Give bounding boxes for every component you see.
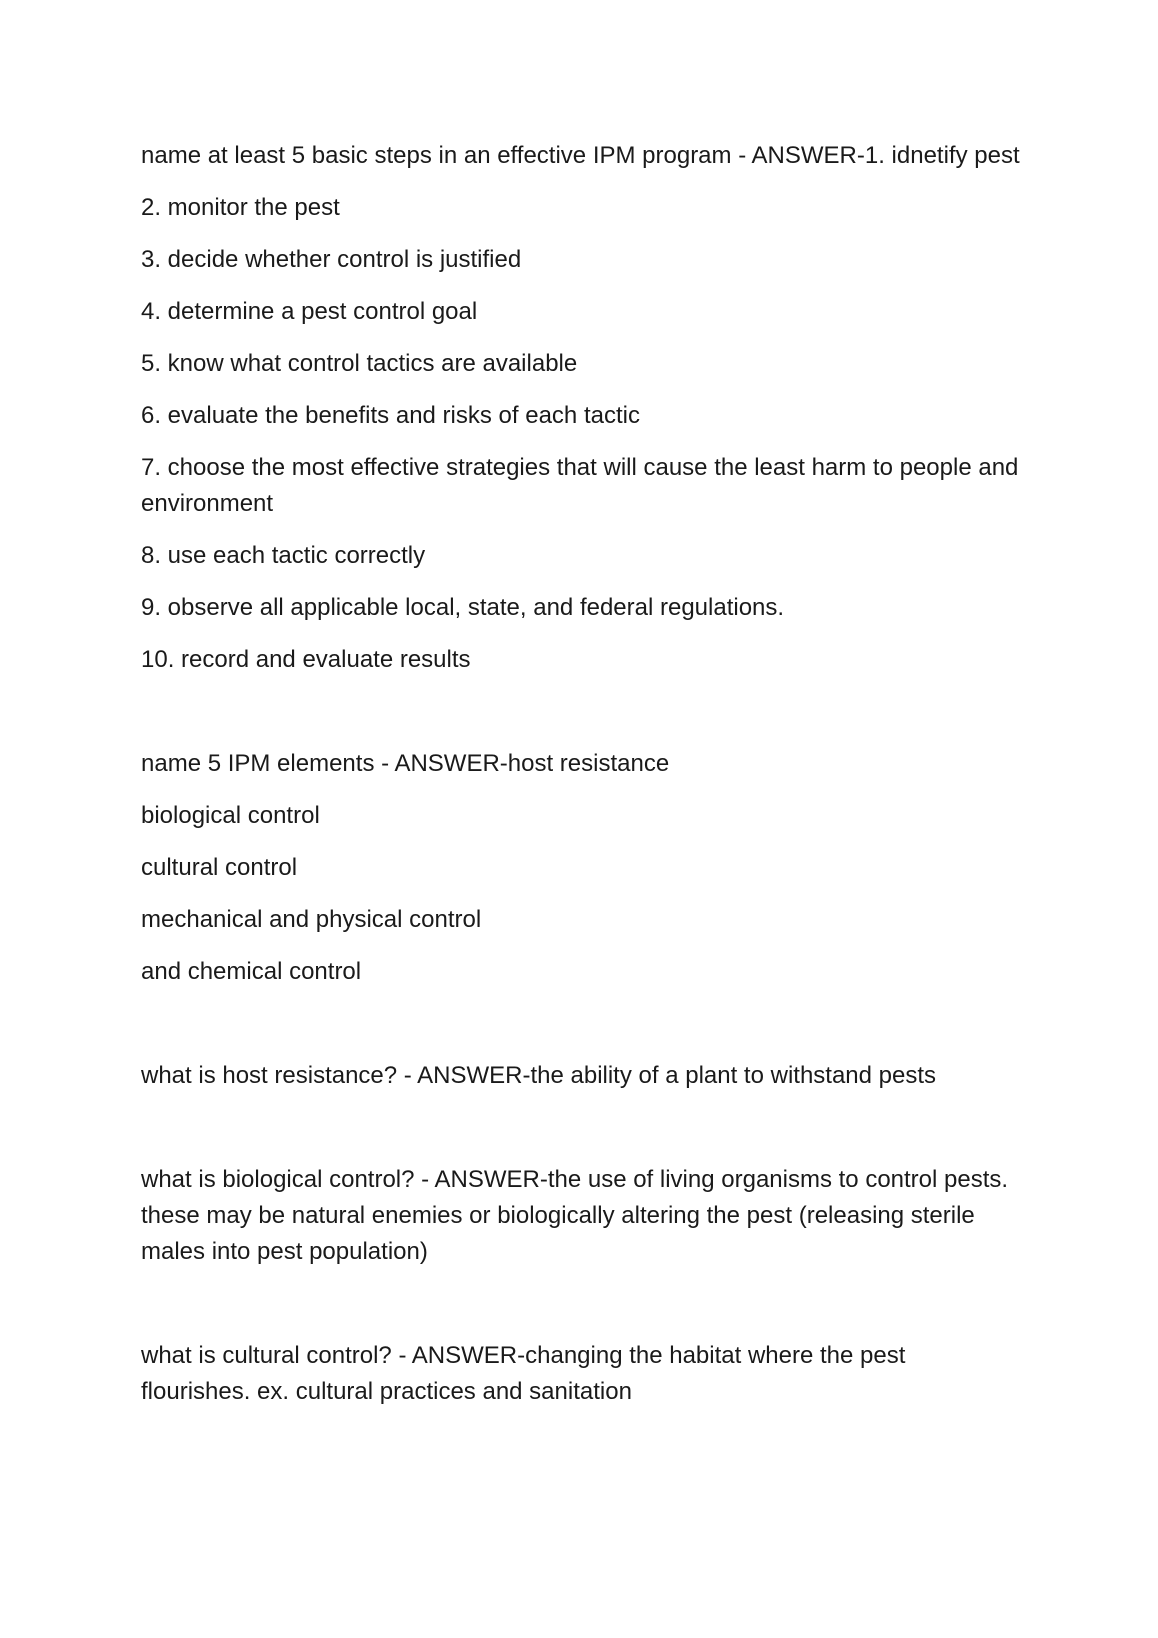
answer-line: 8. use each tactic correctly xyxy=(141,542,426,569)
qa-section-biological-control xyxy=(141,1162,1021,1270)
question-line: what is host resistance? - ANSWER-the ability of a plant to withstand pests xyxy=(141,1062,937,1089)
question-line: name 5 IPM elements - ANSWER-host resistance xyxy=(141,750,670,777)
answer-line: 3. decide whether control is justified xyxy=(141,246,522,273)
answer-line: 9. observe all applicable local, state, and federal regulations. xyxy=(141,594,785,621)
question-line: what is biological control? - ANSWER-the use of living organisms to control pests. these may be natural enemies or biologically altering the pest (releasing sterile males into pest population) xyxy=(141,1166,1009,1265)
answer-line: 5. know what control tactics are available xyxy=(141,350,578,377)
section-spacer xyxy=(141,1006,1021,1058)
answer-line: 10. record and evaluate results xyxy=(141,646,471,673)
document-body xyxy=(141,138,1021,1426)
answer-line: 2. monitor the pest xyxy=(141,194,340,221)
qa-section-host-resistance xyxy=(141,1058,1021,1094)
section-spacer xyxy=(141,694,1021,746)
answer-line: 7. choose the most effective strategies that will cause the least harm to people and environment xyxy=(141,454,1019,517)
question-line: name at least 5 basic steps in an effective IPM program - ANSWER-1. idnetify pest xyxy=(141,142,1020,169)
qa-section-ipm-elements xyxy=(141,746,1021,990)
answer-line: 4. determine a pest control goal xyxy=(141,298,478,325)
section-spacer xyxy=(141,1110,1021,1162)
answer-line: biological control xyxy=(141,802,320,829)
answer-line: 6. evaluate the benefits and risks of each tactic xyxy=(141,402,640,429)
qa-section-cultural-control xyxy=(141,1338,1021,1410)
qa-section-ipm-steps xyxy=(141,138,1021,678)
answer-line: mechanical and physical control xyxy=(141,906,482,933)
answer-line: and chemical control xyxy=(141,958,362,985)
question-line: what is cultural control? - ANSWER-changing the habitat where the pest flourishes. ex. cultural practices and sanitation xyxy=(141,1342,906,1405)
answer-line: cultural control xyxy=(141,854,298,881)
section-spacer xyxy=(141,1286,1021,1338)
